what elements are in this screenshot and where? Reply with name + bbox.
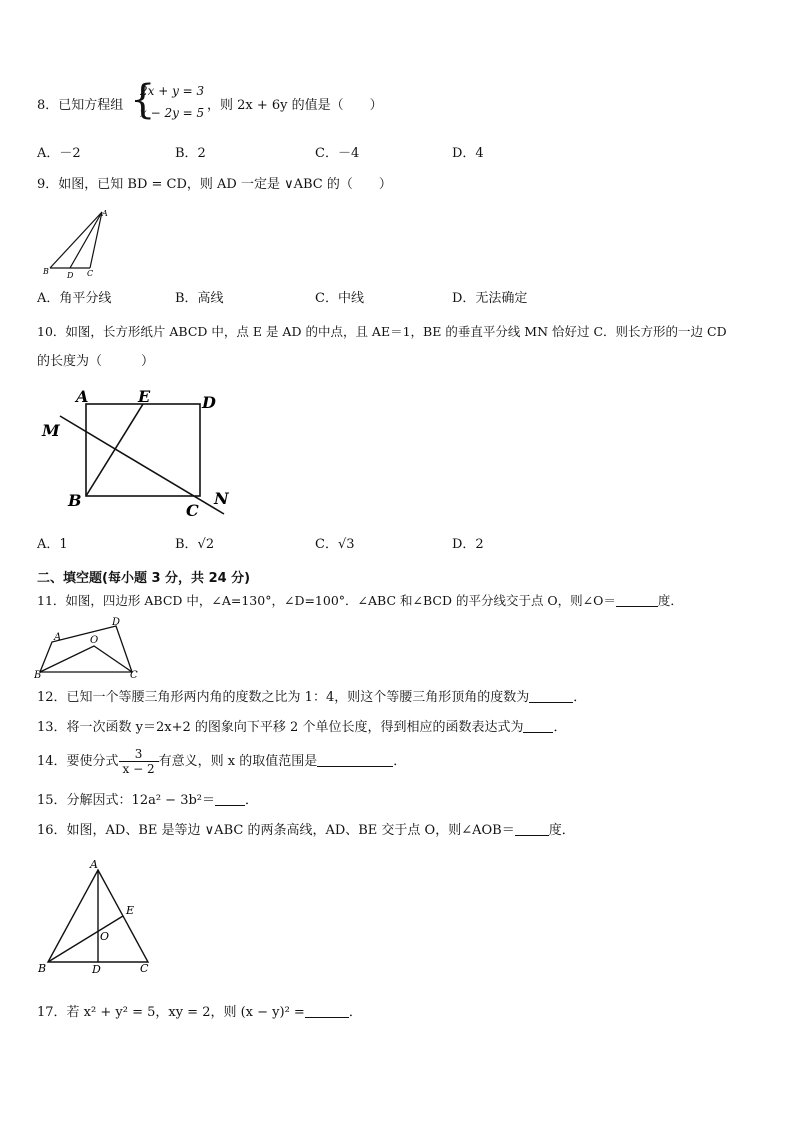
q10-option-a[interactable]: A．1 xyxy=(37,537,68,552)
q16-label-e: E xyxy=(126,904,135,917)
q9-label-c: C xyxy=(87,269,94,278)
q10-text-line2: 的长度为（ ） xyxy=(37,354,155,369)
q14-fraction xyxy=(119,747,159,776)
q14-denominator: x − 2 xyxy=(122,762,155,776)
q15-answer-blank[interactable] xyxy=(215,791,245,806)
q9-option-d[interactable]: D．无法确定 xyxy=(452,291,528,306)
brace-icon: { xyxy=(130,77,156,123)
q11-label-b: B xyxy=(34,670,42,680)
q16-label-a: A xyxy=(90,858,98,871)
q14-numerator: 3 xyxy=(119,747,159,762)
q14-answer-blank[interactable] xyxy=(317,752,393,767)
q16-suffix: 度． xyxy=(548,823,575,838)
q10-option-c[interactable]: C．√3 xyxy=(315,537,355,552)
q10-segment-be xyxy=(86,404,143,496)
q16-label-o: O xyxy=(100,930,110,943)
q9-option-a[interactable]: A．角平分线 xyxy=(37,291,112,306)
q11-text-row xyxy=(37,592,683,610)
q8-option-c[interactable]: C．－4 xyxy=(315,146,360,161)
q12-answer-blank[interactable] xyxy=(529,688,573,703)
q9-label-a: A xyxy=(102,209,108,218)
q10-label-d: D xyxy=(202,393,216,412)
q9-option-c[interactable]: C．中线 xyxy=(315,291,364,306)
q9-segment-ad xyxy=(70,212,102,268)
q16-label-b: B xyxy=(38,962,47,975)
q9-label-d: D xyxy=(67,271,74,280)
q17-answer-blank[interactable] xyxy=(305,1003,349,1018)
q16-answer-blank[interactable] xyxy=(515,821,549,836)
q9-option-b[interactable]: B．高线 xyxy=(175,291,224,306)
q14-text-row xyxy=(37,746,406,778)
q10-option-d[interactable]: D．2 xyxy=(452,537,484,552)
q8-option-a[interactable]: A．－2 xyxy=(37,146,81,161)
q10-label-m: M xyxy=(42,421,60,440)
q9-segment-ac xyxy=(90,212,102,268)
q10-text-line1: 10．如图，长方形纸片 ABCD 中，点 E 是 AD 的中点，且 AE＝1，BE 的垂直平分线 MN 恰好过 C．则长方形的一边 CD xyxy=(37,324,727,339)
q11-label-o: O xyxy=(90,635,99,646)
q10-label-a: A xyxy=(76,387,89,406)
q10-rectangle-abcd xyxy=(86,404,200,496)
q16-text: 16．如图，AD、BE 是等边 ∨ABC 的两条高线，AD、BE 交于点 O，则∠AOB＝ xyxy=(37,823,515,838)
q8-prefix: 8．已知方程组 xyxy=(37,98,124,113)
q11-bisectors xyxy=(40,646,132,672)
q11-figure xyxy=(34,616,144,680)
q10-label-b: B xyxy=(68,491,82,510)
q10-label-c: C xyxy=(186,501,199,520)
q11-answer-blank[interactable] xyxy=(616,592,658,607)
q12-suffix: ． xyxy=(573,690,587,705)
q11-text: 11．如图，四边形 ABCD 中，∠A=130°，∠D=100°．∠ABC 和∠BCD 的平分线交于点 O，则∠O＝ xyxy=(37,593,616,608)
q8-eq1: 2x + y = 3 xyxy=(140,84,205,98)
q10-label-n: N xyxy=(214,489,229,508)
q11-label-d: D xyxy=(112,617,121,628)
q10-label-e: E xyxy=(138,387,151,406)
q16-text-row xyxy=(37,821,575,840)
q9-segment-ab xyxy=(50,212,102,268)
q8-option-b[interactable]: B．2 xyxy=(175,146,206,161)
q9-figure xyxy=(40,206,120,280)
q14-prefix: 14．要使分式 xyxy=(37,754,119,769)
q16-figure xyxy=(36,856,160,976)
q16-altitude-be xyxy=(48,916,123,962)
q9-text: 9．如图，已知 BD = CD，则 AD 一定是 ∨ABC 的（ ） xyxy=(37,177,392,192)
q10-option-b[interactable]: B．√2 xyxy=(175,537,215,552)
q17-text-row xyxy=(37,1003,362,1022)
q13-answer-blank[interactable] xyxy=(523,718,553,733)
q16-label-c: C xyxy=(140,962,149,975)
q8-option-d[interactable]: D．4 xyxy=(452,146,484,161)
q16-label-d: D xyxy=(92,963,101,976)
q11-label-a: A xyxy=(54,632,62,643)
q15-text-row xyxy=(37,791,258,810)
q12-text-row xyxy=(37,688,586,707)
q13-suffix: ． xyxy=(553,720,567,735)
q17-suffix: ． xyxy=(348,1005,362,1020)
q9-label-b: B xyxy=(43,267,49,276)
q13-text: 13．将一次函数 y＝2x+2 的图象向下平移 2 个单位长度，得到相应的函数表达式为 xyxy=(37,720,524,735)
q17-text: 17．若 x² + y² = 5，xy = 2，则 (x − y)² = xyxy=(37,1005,305,1020)
q11-label-c: C xyxy=(130,670,138,680)
q8-eq2: x − 2y = 5 xyxy=(140,106,205,120)
q14-middle: 有意义，则 x 的取值范围是 xyxy=(158,754,318,769)
q11-suffix: 度． xyxy=(657,593,683,608)
section2-title: 二、填空题(每小题 3 分，共 24 分) xyxy=(37,571,251,586)
q14-suffix: ． xyxy=(393,754,407,769)
q15-text: 15．分解因式：12a² − 3b²＝ xyxy=(37,793,216,808)
q8-suffix: ，则 2x + 6y 的值是（ ） xyxy=(207,98,383,113)
q13-text-row xyxy=(37,718,566,737)
q15-suffix: ． xyxy=(245,793,259,808)
q12-text: 12．已知一个等腰三角形两内角的度数之比为 1：4，则这个等腰三角形顶角的度数为 xyxy=(37,690,530,705)
q10-figure xyxy=(38,384,238,520)
